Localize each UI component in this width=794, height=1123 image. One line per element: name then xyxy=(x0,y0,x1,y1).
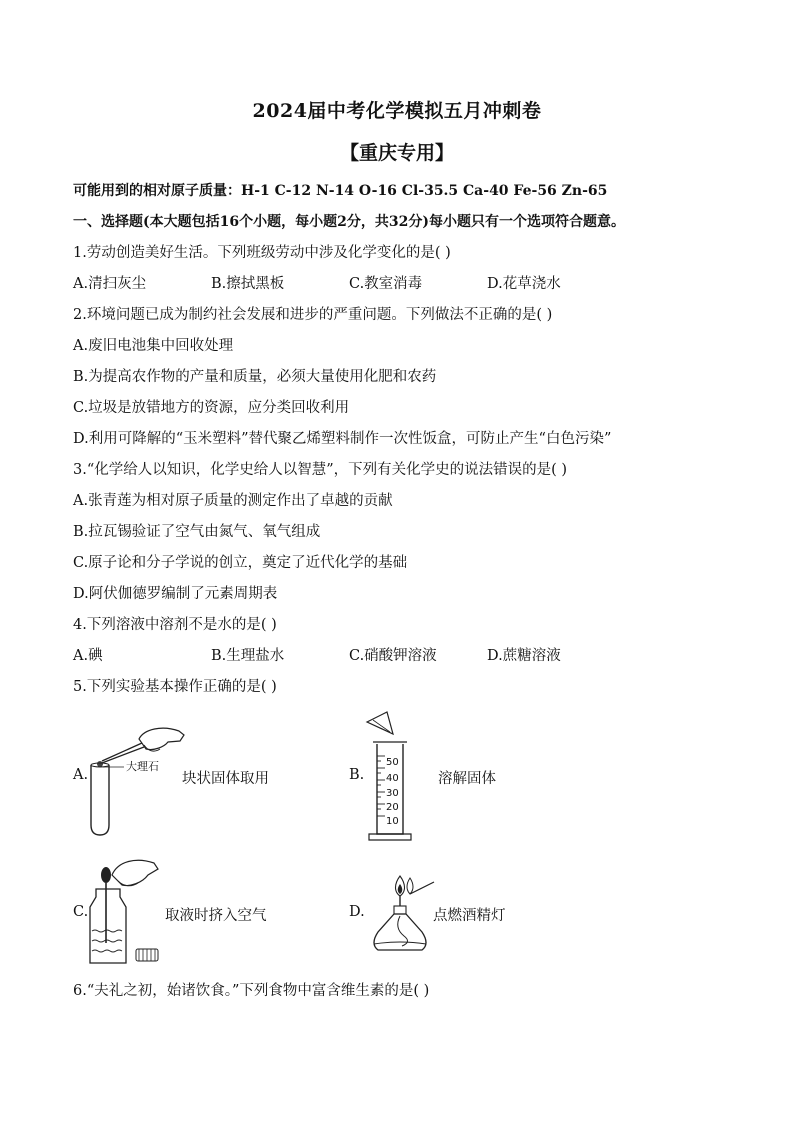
q1-option-b: B.擦拭黑板 xyxy=(211,276,285,292)
atomic-mass-line: 可能用到的相对原子质量：H-1 C-12 N-14 O-16 Cl-35.5 Ca-40 Fe-56 Zn-65 xyxy=(73,183,608,199)
question-3-stem: 3.“化学给人以知识，化学史给人以智慧”，下列有关化学史的说法错误的是( ) xyxy=(73,462,568,478)
dropper-bottle-figure xyxy=(84,853,164,968)
question-5-stem: 5.下列实验基本操作正确的是( ) xyxy=(73,679,277,695)
q5-option-a-label: A. xyxy=(73,767,89,783)
graduated-cylinder-figure xyxy=(365,708,425,848)
q4-option-d: D.蔗糖溶液 xyxy=(487,648,561,664)
q4-option-a: A.碘 xyxy=(73,648,103,664)
question-6-stem: 6.“夫礼之初，始诸饮食。”下列食物中富含维生素的是( ) xyxy=(73,983,430,999)
cylinder-tick-30: 30 xyxy=(386,788,399,799)
q5-option-d-caption: 点燃酒精灯 xyxy=(433,908,506,924)
q3-option-d: D.阿伏伽德罗编制了元素周期表 xyxy=(73,586,278,602)
section-heading: 一、选择题(本大题包括16个小题，每小题2分，共32分)每小题只有一个选项符合题意。 xyxy=(73,214,625,230)
q5-option-d-label: D. xyxy=(349,904,365,920)
q1-option-a: A.清扫灰尘 xyxy=(73,276,147,292)
question-4-stem: 4.下列溶液中溶剂不是水的是( ) xyxy=(73,617,277,633)
q4-option-c: C.硝酸钾溶液 xyxy=(349,648,437,664)
q4-option-b: B.生理盐水 xyxy=(211,648,285,664)
q5-option-b-caption: 溶解固体 xyxy=(438,771,496,787)
page-subtitle: 【重庆专用】 xyxy=(339,142,454,164)
cylinder-tick-20: 20 xyxy=(386,802,399,813)
q3-option-a: A.张青莲为相对原子质量的测定作出了卓越的贡献 xyxy=(73,493,393,509)
page-title: 2024届中考化学模拟五月冲刺卷 xyxy=(252,100,542,122)
q5-option-a-caption: 块状固体取用 xyxy=(182,771,269,787)
q2-option-d: D.利用可降解的“玉米塑料”替代聚乙烯塑料制作一次性饭盒，可防止产生“白色污染” xyxy=(73,431,612,447)
q3-option-b: B.拉瓦锡验证了空气由氮气、氧气组成 xyxy=(73,524,321,540)
q1-option-c: C.教室消毒 xyxy=(349,276,423,292)
q5-option-c-caption: 取液时挤入空气 xyxy=(165,908,267,924)
q2-option-a: A.废旧电池集中回收处理 xyxy=(73,338,234,354)
alcohol-lamp-figure xyxy=(364,870,438,962)
cylinder-tick-50: 50 xyxy=(386,757,399,768)
q3-option-c: C.原子论和分子学说的创立，奠定了近代化学的基础 xyxy=(73,555,408,571)
q1-option-d: D.花草浇水 xyxy=(487,276,561,292)
question-1-stem: 1.劳动创造美好生活。下列班级劳动中涉及化学变化的是( ) xyxy=(73,245,451,261)
question-2-stem: 2.环境问题已成为制约社会发展和进步的严重问题。下列做法不正确的是( ) xyxy=(73,307,553,323)
test-tube-tweezers-figure xyxy=(84,715,194,840)
q2-option-c: C.垃圾是放错地方的资源，应分类回收利用 xyxy=(73,400,350,416)
q5-option-b-label: B. xyxy=(349,767,365,783)
q2-option-b: B.为提高农作物的产量和质量，必须大量使用化肥和农药 xyxy=(73,369,437,385)
cylinder-tick-40: 40 xyxy=(386,773,399,784)
marble-label: 大理石 xyxy=(126,760,159,773)
q5-option-c-label: C. xyxy=(73,904,89,920)
cylinder-tick-10: 10 xyxy=(386,816,399,827)
